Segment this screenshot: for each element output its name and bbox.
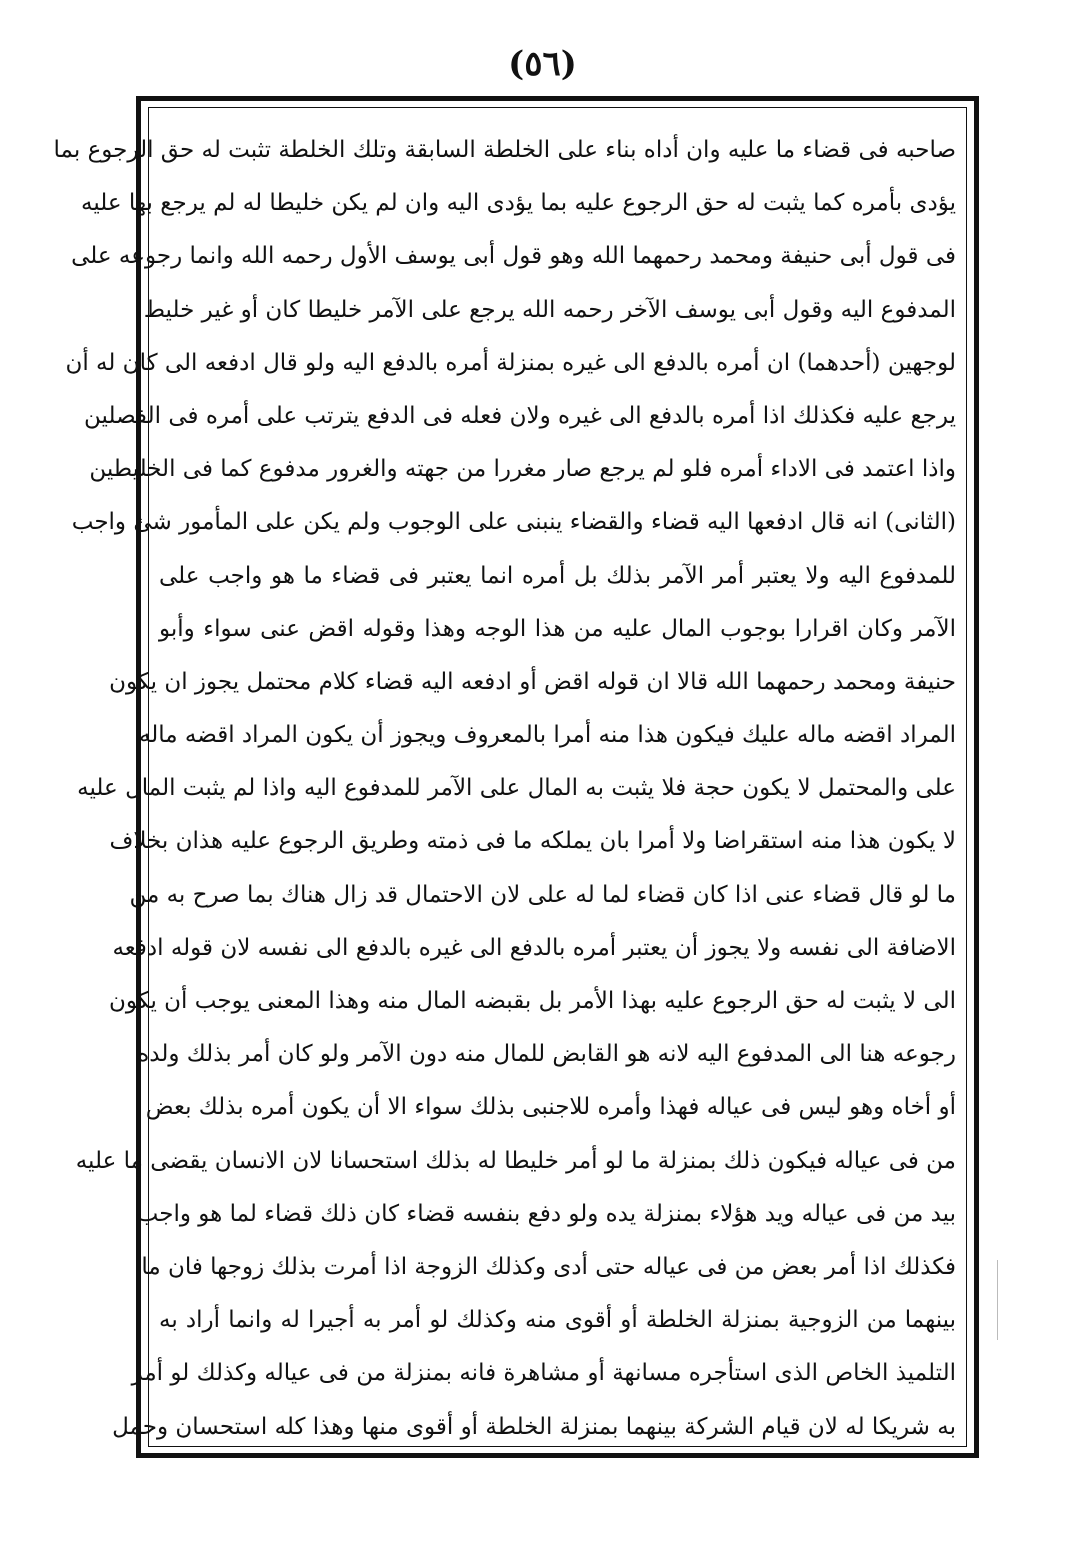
text-line: لا يكون هذا منه استقراضا ولا أمرا بان يملكه ما فى ذمته وطريق الرجوع عليه هذان بخلاف [109, 828, 956, 855]
text-line: صاحبه فى قضاء ما عليه وان أداه بناء على الخلطة السابقة وتلك الخلطة تثبت له حق الرجوع بما [53, 137, 956, 163]
text-line: الاضافة الى نفسه ولا يجوز أن يعتبر أمره بالدفع الى غيره بالدفع الى نفسه لان قوله ادفعه [112, 934, 956, 961]
page-frame [53, 96, 979, 1458]
text-line: المراد اقضه ماله عليك فيكون هذا منه أمرا بالمعروف ويجوز أن يكون المراد اقضه ماله [138, 722, 956, 749]
text-line: أو أخاه وهو ليس فى عياله فهذا وأمره للاجنبى بذلك سواء الا أن يكون أمره بذلك بعض [145, 1094, 956, 1121]
text-line: يرجع عليه فكذلك اذا أمره بالدفع الى غيره ولان فعله فى الدفع يترتب على أمره فى الفصلين [84, 402, 956, 429]
text-line: بينهما من الزوجية بمنزلة الخلطة أو أقوى منه وكذلك لو أمر به أجيرا له وانما أراد به [159, 1307, 956, 1334]
text-line: للمدفوع اليه ولا يعتبر أمر الآمر بذلك بل أمره انما يعتبر فى قضاء ما هو واجب على [159, 562, 956, 589]
text-line: ما لو قال قضاء عنى اذا كان قضاء لما له على لان الاحتمال قد زال هناك بما صرح به من [129, 881, 956, 908]
text-line: يؤدى بأمره كما يثبت له حق الرجوع عليه بما يؤدى اليه وان لم يكن خليطا له لم يرجع بها عليه [81, 190, 956, 217]
text-line: التلميذ الخاص الذى استأجره مسانهة أو مشاهرة فانه بمنزلة من فى عياله وكذلك لو أمر [131, 1360, 956, 1387]
text-line: به شريكا له لان قيام الشركة بينهما بمنزلة الخلطة أو أقوى منها وهذا كله استحسان وحمل [112, 1413, 956, 1440]
text-line: واذا اعتمد فى الاداء أمره فلو لم يرجع صار مغررا من جهته والغرور مدفوع كما فى الخليطين [89, 456, 956, 483]
text-line: حنيفة ومحمد رحمهما الله قالا ان قوله اقض أو ادفعه اليه قضاء كلام محتمل يجوز ان يكون [109, 668, 956, 695]
text-line: بيد من فى عياله ويد هؤلاء بمنزلة يده ولو دفع بنفسه قضاء كان ذلك قضاء لما هو واجب [136, 1200, 956, 1227]
text-line: على والمحتمل لا يكون حجة فلا يثبت به المال على الآمر للمدفوع اليه واذا لم يثبت المال عليه [77, 775, 956, 802]
margin-scan-mark [997, 1260, 1004, 1340]
text-line: (الثانى) انه قال ادفعها اليه قضاء والقضاء ينبنى على الوجوب ولم يكن على المأمور شئ واجب [71, 509, 956, 536]
text-line: رجوعه هنا الى المدفوع اليه لانه هو القابض للمال منه دون الآمر ولو كان أمر بذلك ولده [137, 1041, 956, 1068]
body-text [53, 124, 956, 1454]
text-line: فكذلك اذا أمر بعض من فى عياله حتى أدى وكذلك الزوجة اذا أمرت بذلك زوجها فان ما [141, 1253, 956, 1280]
text-line: فى قول أبى حنيفة ومحمد رحمهما الله وهو قول أبى يوسف الأول رحمه الله وانما رجوعه على [71, 243, 956, 270]
page-number: (٥٦) [508, 44, 577, 84]
text-line: الى لا يثبت له حق الرجوع عليه بهذا الأمر بل بقبضه المال منه وهذا المعنى يوجب أن يكون [108, 988, 956, 1014]
text-line: الآمر وكان اقرارا بوجوب المال عليه من هذا الوجه وهذا وقوله اقض عنى سواء وأبو [159, 615, 956, 642]
text-line: لوجهين (أحدهما) ان أمره بالدفع الى غيره بمنزلة أمره بالدفع اليه ولو قال ادفعه الى كان له أن [65, 349, 956, 376]
page-frame-inner [53, 107, 967, 1447]
text-line: المدفوع اليه وقول أبى يوسف الآخر رحمه الله يرجع على الآمر خليطا كان أو غير خليط [143, 296, 956, 323]
text-line: من فى عياله فيكون ذلك بمنزلة ما لو أمر خليطا له بذلك استحسانا لان الانسان يقضى ما عليه [75, 1147, 956, 1174]
